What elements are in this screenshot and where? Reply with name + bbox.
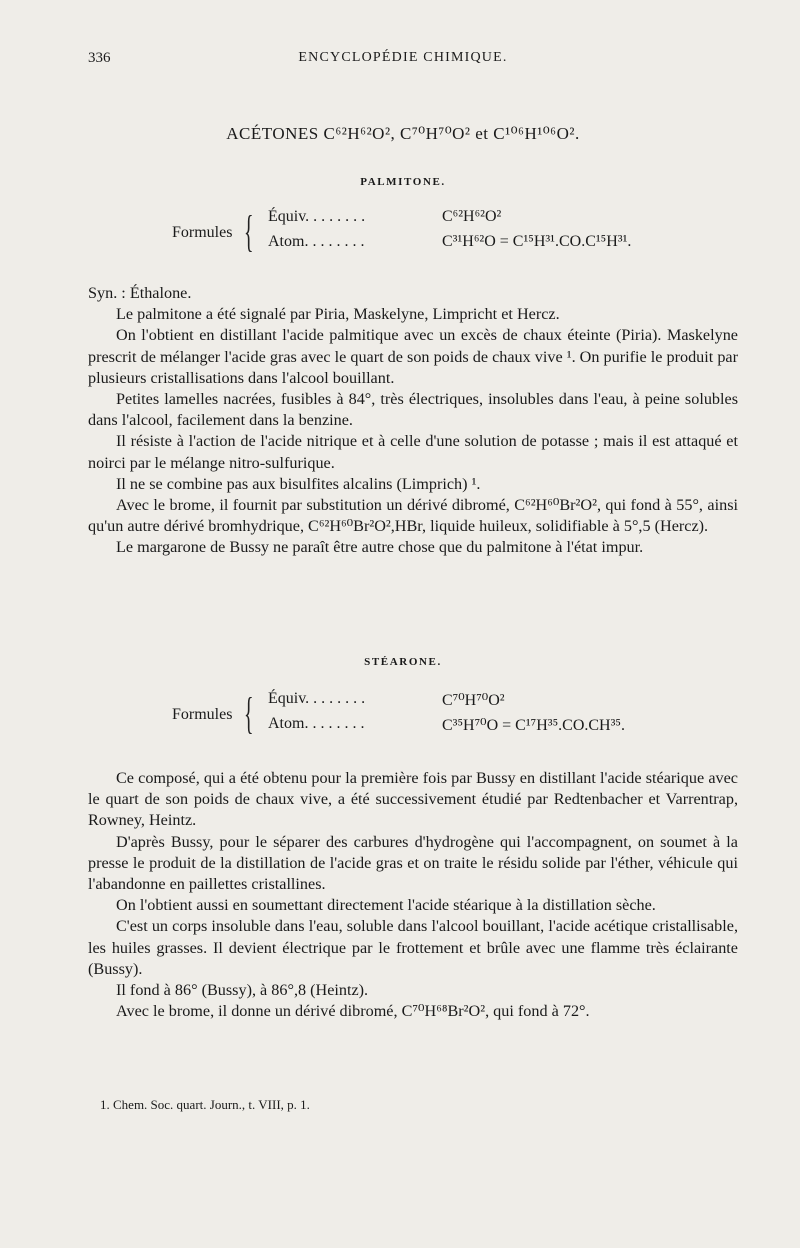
- atom-row: [268, 715, 625, 734]
- formules-label: Formules: [172, 224, 233, 241]
- paragraph: Il ne se combine pas aux bisulfites alcalins (Limprich) ¹.: [116, 474, 481, 493]
- page-header: [88, 50, 718, 74]
- paragraph: Avec le brome, il fournit par substitution un dérivé dibromé, C⁶²H⁶⁰Br²O², qui fond à 55°, ainsi qu'un autre dérivé bromhydrique, C⁶²H⁶⁰Br²O²,HBr, liquide huileux, solidifiable à 5°,5 (Hercz).: [88, 496, 738, 536]
- paragraph: Il fond à 86° (Bussy), à 86°,8 (Heintz).: [116, 981, 369, 1000]
- equiv-value: C⁶²H⁶²O²: [442, 208, 502, 225]
- palmitone-formulas: [172, 206, 732, 266]
- paragraph: On l'obtient aussi en soumettant directement l'acide stéarique à la distillation sèche.: [116, 896, 656, 915]
- paragraph: Il résiste à l'action de l'acide nitrique et à celle d'une solution de potasse ; mais il est attaqué et noirci par le mélange nitro-sulfurique.: [88, 432, 738, 472]
- paragraph: D'après Bussy, pour le séparer des carbures d'hydrogène qui l'accompagnent, on soumet à la presse le produit de la distillation de l'acide gras et on traite le résidu solide par l'éther, véhicule qui l'abandonne en paillettes cristallines.: [88, 832, 738, 894]
- paragraph: C'est un corps insoluble dans l'eau, soluble dans l'alcool bouillant, l'acide acétique cristallisable, les huiles grasses. Il devient électrique par le frottement et brûle avec une flamme très éclairante (Bussy).: [88, 917, 738, 978]
- atom-value: C³⁵H⁷⁰O = C¹⁷H³⁵.CO.CH³⁵.: [442, 717, 625, 734]
- paragraph: Le palmitone a été signalé par Piria, Maskelyne, Limpricht et Hercz.: [116, 305, 560, 324]
- paragraph: On l'obtient en distillant l'acide palmitique avec un excès de chaux éteinte (Piria). Maskelyne prescrit de mélanger l'acide gras avec le quart de son poids de chaux vive ¹. On purifie le produit par plusieurs cristallisations dans l'alcool bouillant.: [88, 326, 738, 387]
- palmitone-body: [88, 283, 738, 559]
- footnote: 1. Chem. Soc. quart. Journ., t. VIII, p. 1.: [100, 1097, 310, 1112]
- atom-label: Atom. . . . . . . .: [268, 233, 365, 250]
- atom-row: [268, 233, 632, 251]
- brace-glyph: {: [244, 207, 254, 256]
- brace-glyph: {: [244, 689, 254, 738]
- equiv-value: C⁷⁰H⁷⁰O²: [442, 692, 505, 709]
- equiv-row: [268, 690, 505, 709]
- equiv-label: Équiv. . . . . . . .: [268, 208, 366, 225]
- formules-label: Formules: [172, 706, 233, 723]
- equiv-label: Équiv. . . . . . . .: [268, 690, 366, 707]
- atom-label: Atom. . . . . . . .: [268, 715, 365, 732]
- paragraph: Ce composé, qui a été obtenu pour la première fois par Bussy en distillant l'acide stéarique avec le quart de son poids de chaux vive, a été successivement étudié par Redtenbacher et Varrentrap, Rowney, Heintz.: [88, 769, 738, 830]
- paragraph: Avec le brome, il donne un dérivé dibromé, C⁷⁰H⁶⁸Br²O², qui fond à 72°.: [116, 1002, 590, 1021]
- stearone-body: [88, 768, 738, 1022]
- page-number: 336: [88, 50, 111, 66]
- section-title: ACÉTONES C⁶²H⁶²O², C⁷⁰H⁷⁰O² et C¹⁰⁶H¹⁰⁶O².: [226, 124, 580, 143]
- equiv-row: [268, 208, 502, 226]
- paragraph: Le margarone de Bussy ne paraît être autre chose que du palmitone à l'état impur.: [116, 538, 644, 557]
- synonym-line: Syn. : Éthalone.: [88, 284, 192, 302]
- palmitone-heading: PALMITONE.: [360, 176, 446, 188]
- running-head: ENCYCLOPÉDIE CHIMIQUE.: [298, 50, 508, 65]
- atom-value: C³¹H⁶²O = C¹⁵H³¹.CO.C¹⁵H³¹.: [442, 233, 632, 250]
- stearone-formulas: [172, 688, 732, 748]
- stearone-heading: STÉARONE.: [364, 656, 442, 668]
- paragraph: Petites lamelles nacrées, fusibles à 84°, très électriques, insolubles dans l'eau, à peine solubles dans l'alcool, facilement dans la benzine.: [88, 390, 738, 430]
